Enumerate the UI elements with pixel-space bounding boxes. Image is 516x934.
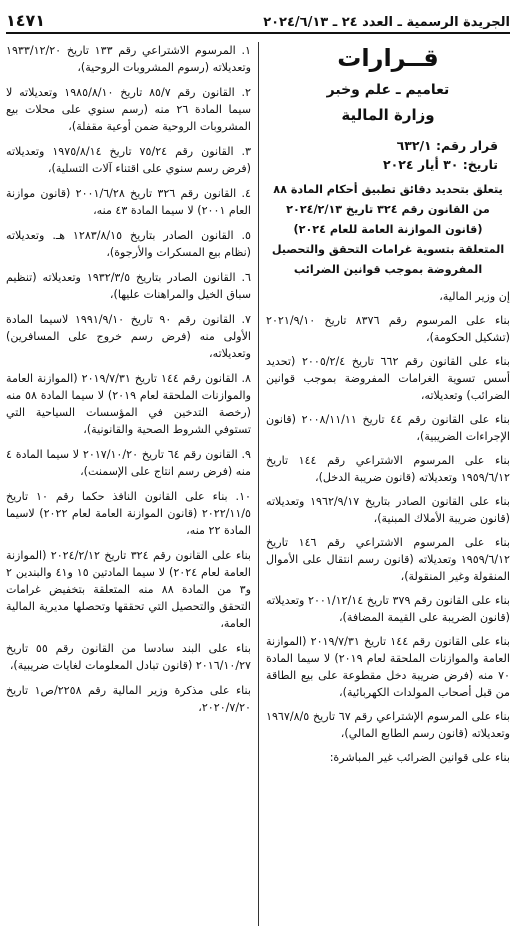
section-category: تعاميم ـ علم وخبر xyxy=(326,82,450,98)
decision-number: قرار رقم: ٦٣٢/١ xyxy=(396,138,498,153)
subject-line: المتعلقة بتسوية غرامات التحقق والتحصيل xyxy=(271,243,505,256)
subject-line: يتعلق بتحديد دقائق تطبيق أحكام المادة ٨٨ xyxy=(273,183,503,196)
decision-date: تاريخ: ٣٠ أيار ٢٠٢٤ xyxy=(382,157,498,172)
recital-paragraph: بناء على القانون رقم ٣٢٤ تاريخ ٢٠٢٤/٢/١٢ (الموازنة العامة لعام ٢٠٢٤) لا سيما المادتين ١٥ و٤١ والبندين ٢ و٣ من المادة ٨٨ منه المتعلقة بتخفيض غرامات التحقق والتحصيل التي تحققها وتحصلها مديرية المالية العامة، xyxy=(6,549,252,630)
recital-paragraph: بناء على القانون رقم ٣٧٩ تاريخ ٢٠٠١/١٢/١٤ وتعديلاته (قانون الضريبة على القيمة المضافة)، xyxy=(266,594,510,624)
list-item: ٣. القانون رقم ٧٥/٢٤ تاريخ ١٩٧٥/٨/١٤ وتعديلاته (فرض رسم سنوي على اقتناء آلات التسلية)، xyxy=(6,145,251,175)
ministry-name: وزارة المالية xyxy=(341,106,435,124)
page-body xyxy=(6,42,510,926)
recital-paragraph: بناء على القانون الصادر بتاريخ ١٩٦٢/٩/١٧ وتعديلاته (قانون ضريبة الأملاك المبنية)، xyxy=(266,495,510,525)
recital-paragraph: بناء على المرسوم رقم ٨٣٧٦ تاريخ ٢٠٢١/٩/١٠ (تشكيل الحكومة)، xyxy=(266,314,510,344)
list-item: ٤. القانون رقم ٣٢٦ تاريخ ٢٠٠١/٦/٢٨ (قانون موازنة العام ٢٠٠١) لا سيما المادة ٤٣ منه، xyxy=(6,187,251,217)
recital-paragraph: بناء على مذكرة وزير المالية رقم ٢٢٥٨/ص١ تاريخ ٢٠٢٠/٧/٢٠، xyxy=(6,684,251,714)
list-item: ١٠. بناء على القانون النافذ حكما رقم ١٠ تاريخ ٢٠٢٢/١١/٥ (قانون الموازنة العامة لعام ٢٠٢٢) لاسيما المادة ٢٢ منه، xyxy=(6,490,252,537)
recital-paragraph: بناء على قوانين الضرائب غير المباشرة: xyxy=(329,751,510,764)
page-header xyxy=(6,8,510,34)
left-column xyxy=(6,42,258,926)
recital-paragraph: بناء على المرسوم الإشتراعي رقم ٦٧ تاريخ ١٩٦٧/٨/٥ وتعديلاته (قانون رسم الطابع المالي)، xyxy=(266,710,510,740)
page-number: ١٤٧١ xyxy=(6,11,46,30)
list-item: ١. المرسوم الاشتراعي رقم ١٣٣ تاريخ ١٩٣٣/١٢/٢٠ وتعديلاته (رسوم المشروبات الروحية)، xyxy=(6,44,251,74)
running-head: الجريدة الرسمية ـ العدد ٢٤ ـ ٢٠٢٤/٦/١٣ xyxy=(263,15,510,30)
list-item: ٥. القانون الصادر بتاريخ ١٢٨٣/٨/١٥ هـ. وتعديلاته (نظام بيع المسكرات والأرجوة)، xyxy=(6,229,252,259)
recital-paragraph: بناء على القانون رقم ١٤٤ تاريخ ٢٠١٩/٧/٣١ (الموازنة العامة والموازنات الملحقة لعام ٢٠١٩) لا سيما المادة ٧٠ منه (فرض ضريبة دخل مقطوعة على بيع الطاقة من قبل أصحاب المولدات الكهربائية)، xyxy=(266,635,510,699)
recital-paragraph: بناء على البند سادسا من القانون رقم ٥٥ تاريخ ٢٠١٦/١٠/٢٧ (قانون تبادل المعلومات لغايات ضريبية)، xyxy=(6,642,251,672)
subject-line: من القانون رقم ٣٢٤ تاريخ ٢٠٢٤/٢/١٣ xyxy=(286,203,490,216)
decision-subject xyxy=(266,180,510,280)
list-item: ٩. القانون رقم ٦٤ تاريخ ٢٠١٧/١٠/٢٠ لا سيما المادة ٤ منه (فرض رسم انتاج على الإسمنت)، xyxy=(6,448,251,478)
subject-line: المفروضة بموجب قوانين الضرائب xyxy=(293,263,483,276)
list-item: ٨. القانون رقم ١٤٤ تاريخ ٢٠١٩/٧/٣١ (الموازنة العامة والموازنات الملحقة لعام ٢٠١٩) لا سيما المادة ٥٨ منه (رخصة التدخين في المؤسسات السياحية التي تستوفي الشروط الصحية والقانونية)، xyxy=(6,372,251,436)
recital-paragraph: بناء على المرسوم الاشتراعي رقم ١٤٤ تاريخ ١٩٥٩/٦/١٢ وتعديلاته (قانون ضريبة الدخل)، xyxy=(266,454,510,484)
list-item: ٧. القانون رقم ٩٠ تاريخ ١٩٩١/٩/١٠ لاسيما المادة الأولى منه (فرض رسم خروج على المسافرين) وتعديلاته، xyxy=(6,313,251,360)
title-block xyxy=(266,42,510,126)
recital-paragraph: بناء على المرسوم الاشتراعي رقم ١٤٦ تاريخ ١٩٥٩/٦/١٢ وتعديلاته (قانون رسم انتقال على الأموال المنقولة وغير المنقولة)، xyxy=(266,536,510,583)
subject-line: (قانون الموازنة العامة للعام ٢٠٢٤) xyxy=(293,223,483,236)
recital-paragraph: بناء على القانون رقم ٤٤ تاريخ ٢٠٠٨/١١/١١ (قانون الإجراءات الضريبية)، xyxy=(266,413,510,443)
right-column xyxy=(258,42,510,926)
recital-paragraph: بناء على القانون رقم ٦٦٢ تاريخ ٢٠٠٥/٢/٤ (تحديد أسس تسوية الغرامات المفروضة بموجب قوانين الضرائب) وتعديلاته، xyxy=(266,355,510,402)
list-item: ٦. القانون الصادر بتاريخ ١٩٣٢/٣/٥ وتعديلاته (تنظيم سباق الخيل والمراهنات عليها)، xyxy=(6,271,251,301)
list-item: ٢. القانون رقم ٨٥/٧ تاريخ ١٩٨٥/٨/١٠ وتعديلاته لا سيما المادة ٢٦ منه (رسم سنوي على محلات بيع المشروبات الروحية ضمن أوعية مقفلة)، xyxy=(6,86,251,133)
section-title: قــرارات xyxy=(337,44,439,72)
intro-paragraph: إن وزير المالية، xyxy=(439,290,510,303)
